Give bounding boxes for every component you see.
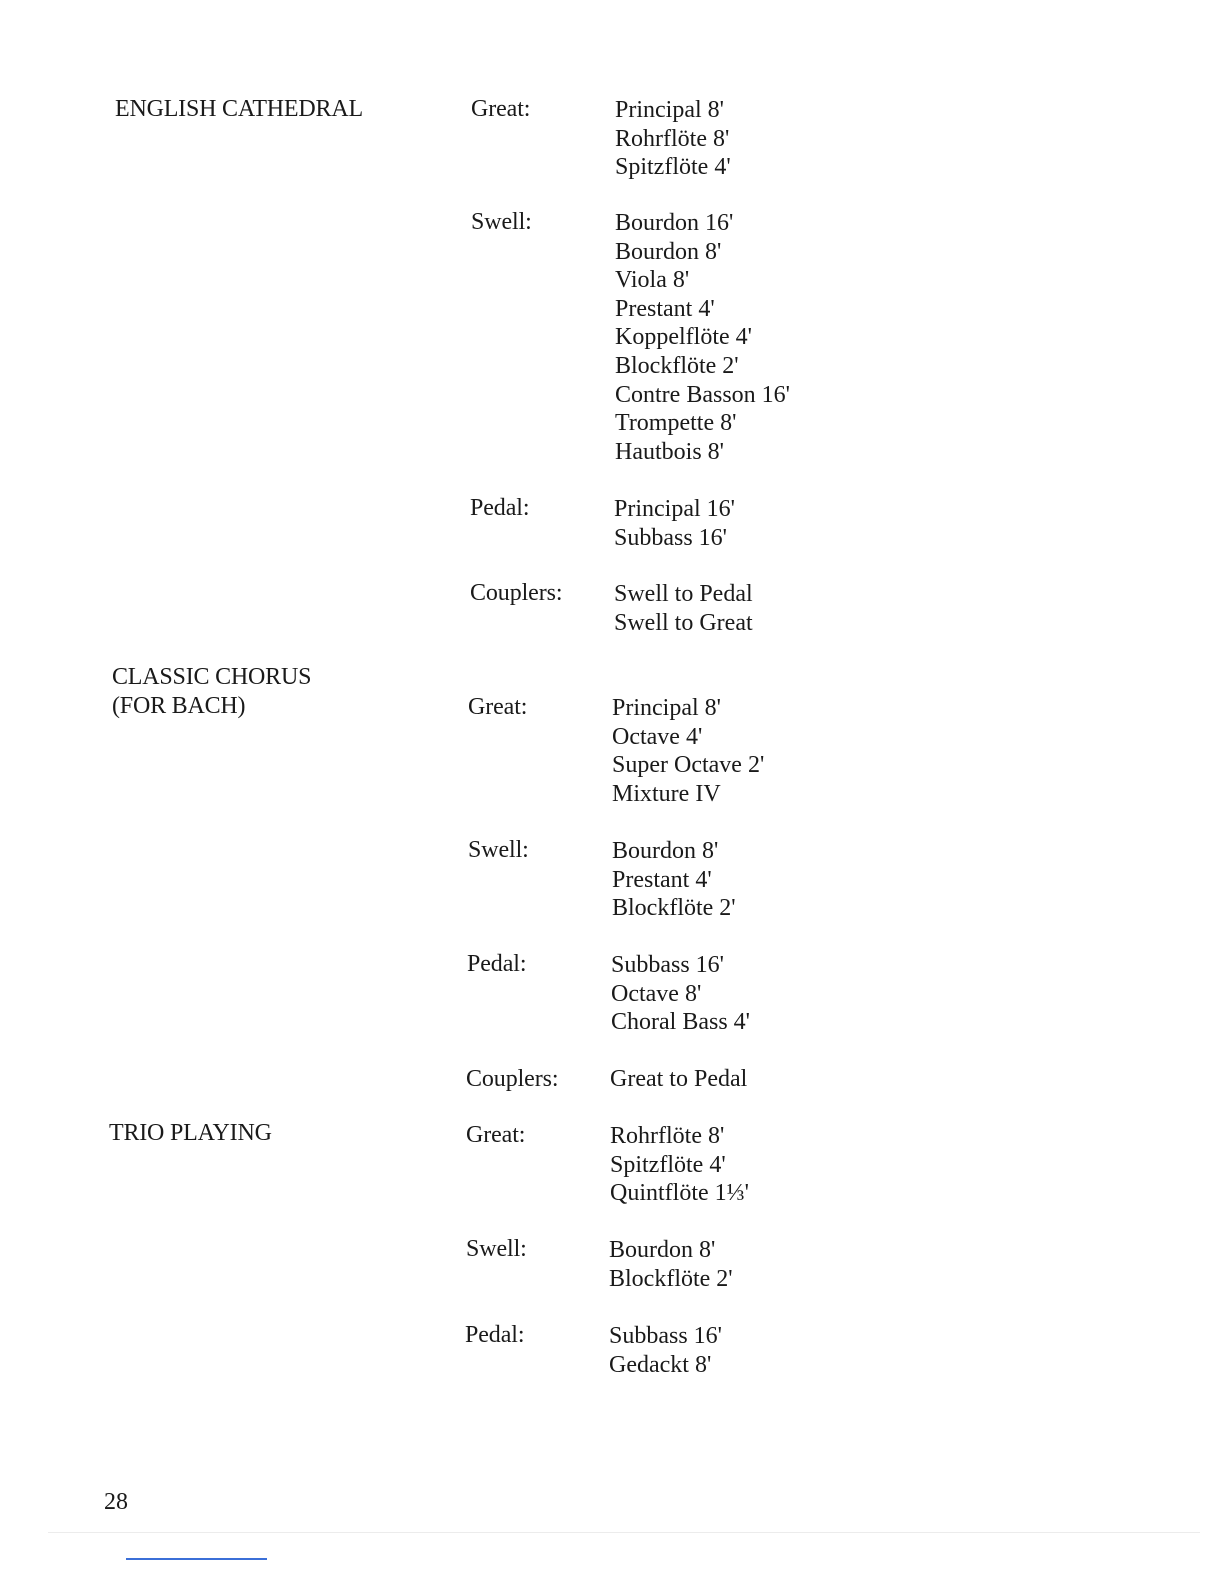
stop-item: Great to Pedal bbox=[610, 1066, 748, 1092]
stop-item: Blockflöte 2' bbox=[612, 895, 736, 922]
stop-list-pedal bbox=[611, 951, 750, 1037]
division-label-swell: Swell: bbox=[466, 1236, 527, 1262]
preset-title-trio-playing bbox=[109, 1119, 272, 1148]
stop-item: Mixture IV bbox=[612, 780, 721, 807]
stop-item: Quintflöte 1⅓' bbox=[610, 1180, 749, 1207]
stop-item: Octave 4' bbox=[612, 723, 703, 750]
stop-list-pedal bbox=[614, 495, 735, 552]
stop-list-couplers bbox=[610, 1065, 747, 1094]
division-label-great: Great: bbox=[466, 1122, 526, 1148]
preset-title-english-cathedral bbox=[115, 95, 363, 124]
stop-item: Subbass 16' bbox=[614, 524, 728, 551]
preset-title-line: (FOR BACH) bbox=[112, 692, 246, 719]
stop-item: Choral Bass 4' bbox=[611, 1009, 750, 1036]
preset-title-line: ENGLISH CATHEDRAL bbox=[115, 96, 363, 122]
stop-item: Bourdon 8' bbox=[609, 1237, 716, 1263]
page-number: 28 bbox=[104, 1489, 128, 1515]
division-label-pedal: Pedal: bbox=[465, 1322, 525, 1348]
stop-list-swell bbox=[609, 1236, 733, 1293]
stop-list-swell bbox=[615, 209, 790, 466]
stop-item: Spitzflöte 4' bbox=[610, 1151, 726, 1178]
division-label-swell: Swell: bbox=[468, 837, 529, 863]
stop-item: Bourdon 8' bbox=[612, 838, 719, 864]
stop-item: Rohrflöte 8' bbox=[615, 125, 730, 152]
division-label-great: Great: bbox=[468, 694, 528, 720]
division-label-great: Great: bbox=[471, 96, 531, 122]
stop-item: Subbass 16' bbox=[609, 1323, 723, 1349]
stop-item: Subbass 16' bbox=[611, 952, 725, 978]
stop-item: Trompette 8' bbox=[615, 410, 737, 437]
stop-item: Rohrflöte 8' bbox=[610, 1123, 725, 1149]
stop-item: Spitzflöte 4' bbox=[615, 154, 731, 181]
stop-item: Blockflöte 2' bbox=[615, 352, 739, 379]
stop-item: Koppelflöte 4' bbox=[615, 324, 752, 351]
stop-list-swell bbox=[612, 837, 736, 923]
division-label-couplers: Couplers: bbox=[470, 580, 563, 606]
preset-title-line: CLASSIC CHORUS bbox=[112, 664, 312, 690]
stop-item: Octave 8' bbox=[611, 980, 702, 1007]
division-label-couplers: Couplers: bbox=[466, 1066, 559, 1092]
preset-title-line: TRIO PLAYING bbox=[109, 1120, 272, 1146]
stop-item: Bourdon 8' bbox=[615, 238, 722, 265]
footer-accent-line bbox=[126, 1558, 267, 1560]
division-label-pedal: Pedal: bbox=[467, 951, 527, 977]
stop-item: Bourdon 16' bbox=[615, 210, 734, 236]
stop-list-great bbox=[615, 96, 731, 182]
stop-item: Principal 16' bbox=[614, 496, 735, 522]
stop-item: Gedackt 8' bbox=[609, 1351, 712, 1378]
division-label-pedal: Pedal: bbox=[470, 495, 530, 521]
stop-item: Principal 8' bbox=[615, 97, 724, 123]
stop-item: Blockflöte 2' bbox=[609, 1265, 733, 1292]
stop-item: Swell to Great bbox=[614, 609, 753, 636]
stop-item: Hautbois 8' bbox=[615, 438, 724, 465]
division-label-swell: Swell: bbox=[471, 209, 532, 235]
footer-divider bbox=[48, 1532, 1200, 1533]
stop-item: Prestant 4' bbox=[612, 866, 712, 893]
stop-list-great bbox=[612, 694, 764, 808]
stop-item: Contre Basson 16' bbox=[615, 381, 790, 408]
stop-item: Prestant 4' bbox=[615, 295, 715, 322]
preset-title-classic-chorus bbox=[112, 663, 311, 720]
stop-item: Principal 8' bbox=[612, 695, 721, 721]
stop-list-couplers bbox=[614, 580, 753, 637]
stop-list-great bbox=[610, 1122, 749, 1208]
stop-item: Super Octave 2' bbox=[612, 752, 765, 779]
stop-list-pedal bbox=[609, 1322, 722, 1379]
stop-item: Viola 8' bbox=[615, 267, 690, 294]
stop-item: Swell to Pedal bbox=[614, 581, 753, 607]
